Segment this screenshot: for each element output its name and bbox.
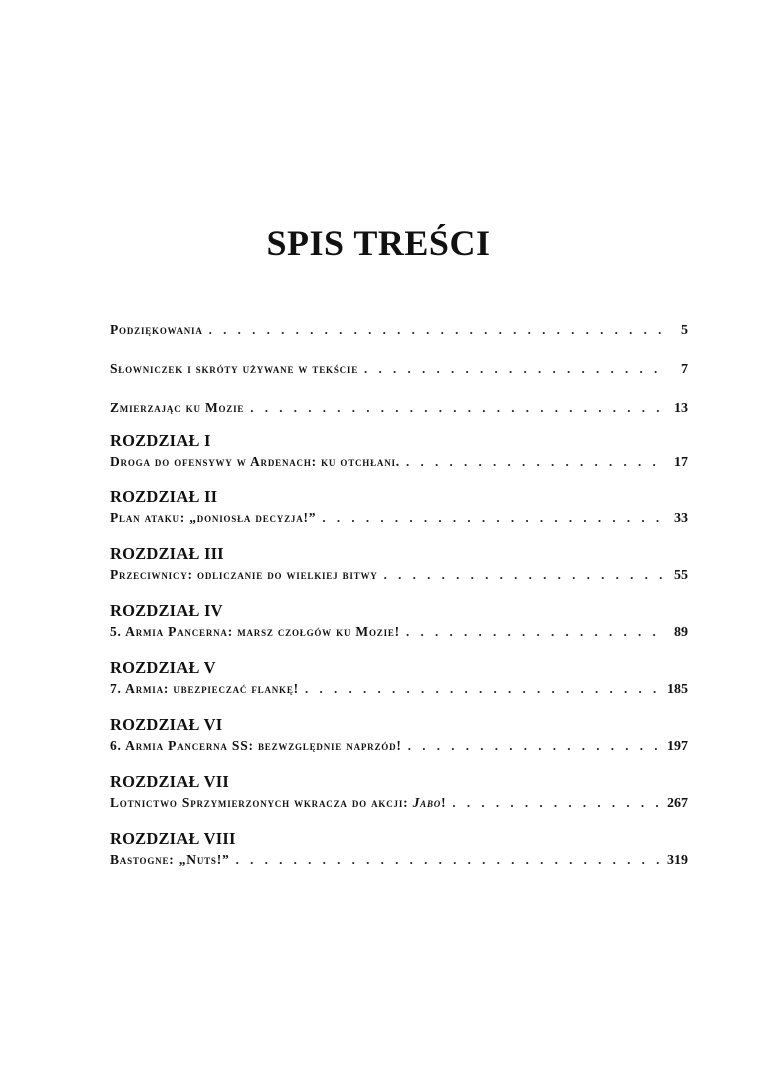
- toc-page-number: 55: [674, 568, 688, 583]
- toc-page-number: 13: [674, 401, 688, 416]
- toc-entry-title: Słowniczek i skróty używane w tekście: [110, 361, 359, 376]
- toc-chapter-2[interactable]: [110, 487, 688, 529]
- toc-entry-title: Droga do ofensywy w Ardenach: ku otchłani.: [110, 454, 400, 469]
- toc-page-number: 197: [667, 739, 688, 754]
- toc-chapter-1[interactable]: [110, 431, 688, 473]
- toc-chapter-3[interactable]: [110, 544, 688, 586]
- toc-entry-introduction[interactable]: [110, 397, 688, 419]
- toc-entry-title-part: !: [441, 795, 447, 810]
- leader-dots: [305, 678, 661, 700]
- toc-entry-title: 5. Armia Pancerna: marsz czołgów ku Mozie!: [110, 624, 400, 639]
- toc-entry-glossary[interactable]: [110, 358, 688, 380]
- leader-dots: [236, 849, 661, 871]
- toc-entry-title-italic: Jabo: [412, 795, 442, 810]
- toc-chapter-8[interactable]: [110, 829, 688, 871]
- chapter-heading: ROZDZIAŁ V: [110, 658, 216, 677]
- toc-entry-title: Plan ataku: „doniosła decyzja!”: [110, 510, 317, 525]
- toc-entry-title: Zmierzając ku Mozie: [110, 400, 245, 415]
- leader-dots: [209, 319, 662, 341]
- leader-dots: [322, 507, 662, 529]
- toc-entry-title: Przeciwnicy: odliczanie do wielkiej bitwy: [110, 567, 378, 582]
- toc-page-number: 185: [667, 682, 688, 697]
- page-title: SPIS TREŚCI: [266, 223, 491, 263]
- toc-page-number: 17: [674, 455, 688, 470]
- toc-page-number: 319: [667, 853, 688, 868]
- toc-page-number: 33: [674, 511, 688, 526]
- toc-entry-title-part: Lotnictwo Sprzymierzonych wkracza do akcji:: [110, 795, 413, 810]
- leader-dots: [384, 564, 662, 586]
- toc-page-number: 5: [681, 323, 688, 338]
- toc-entry-title: Podziękowania: [110, 322, 203, 337]
- toc-chapter-7[interactable]: [110, 772, 688, 814]
- chapter-heading: ROZDZIAŁ III: [110, 544, 224, 563]
- toc-entry-title: Bastogne: „Nuts!”: [110, 852, 230, 867]
- leader-dots: [364, 358, 662, 380]
- chapter-heading: ROZDZIAŁ I: [110, 431, 211, 450]
- chapter-heading: ROZDZIAŁ II: [110, 487, 218, 506]
- leader-dots: [250, 397, 662, 419]
- toc-page-number: 267: [667, 796, 688, 811]
- toc-page-number: 89: [674, 625, 688, 640]
- chapter-heading: ROZDZIAŁ VIII: [110, 829, 236, 848]
- leader-dots: [452, 792, 661, 814]
- chapter-heading: ROZDZIAŁ IV: [110, 601, 223, 620]
- leader-dots: [406, 451, 662, 473]
- toc-page-number: 7: [681, 362, 688, 377]
- toc-entry-title: 7. Armia: ubezpieczać flankę!: [110, 681, 299, 696]
- toc-chapter-4[interactable]: [110, 601, 688, 643]
- leader-dots: [408, 735, 661, 757]
- toc-entry-title: 6. Armia Pancerna SS: bezwzględnie naprzód!: [110, 738, 402, 753]
- leader-dots: [406, 621, 662, 643]
- toc-chapter-5[interactable]: [110, 658, 688, 700]
- toc-entry-title: [110, 792, 446, 814]
- toc-entry-acknowledgements[interactable]: [110, 319, 688, 341]
- toc-chapter-6[interactable]: [110, 715, 688, 757]
- chapter-heading: ROZDZIAŁ VII: [110, 772, 230, 791]
- chapter-heading: ROZDZIAŁ VI: [110, 715, 223, 734]
